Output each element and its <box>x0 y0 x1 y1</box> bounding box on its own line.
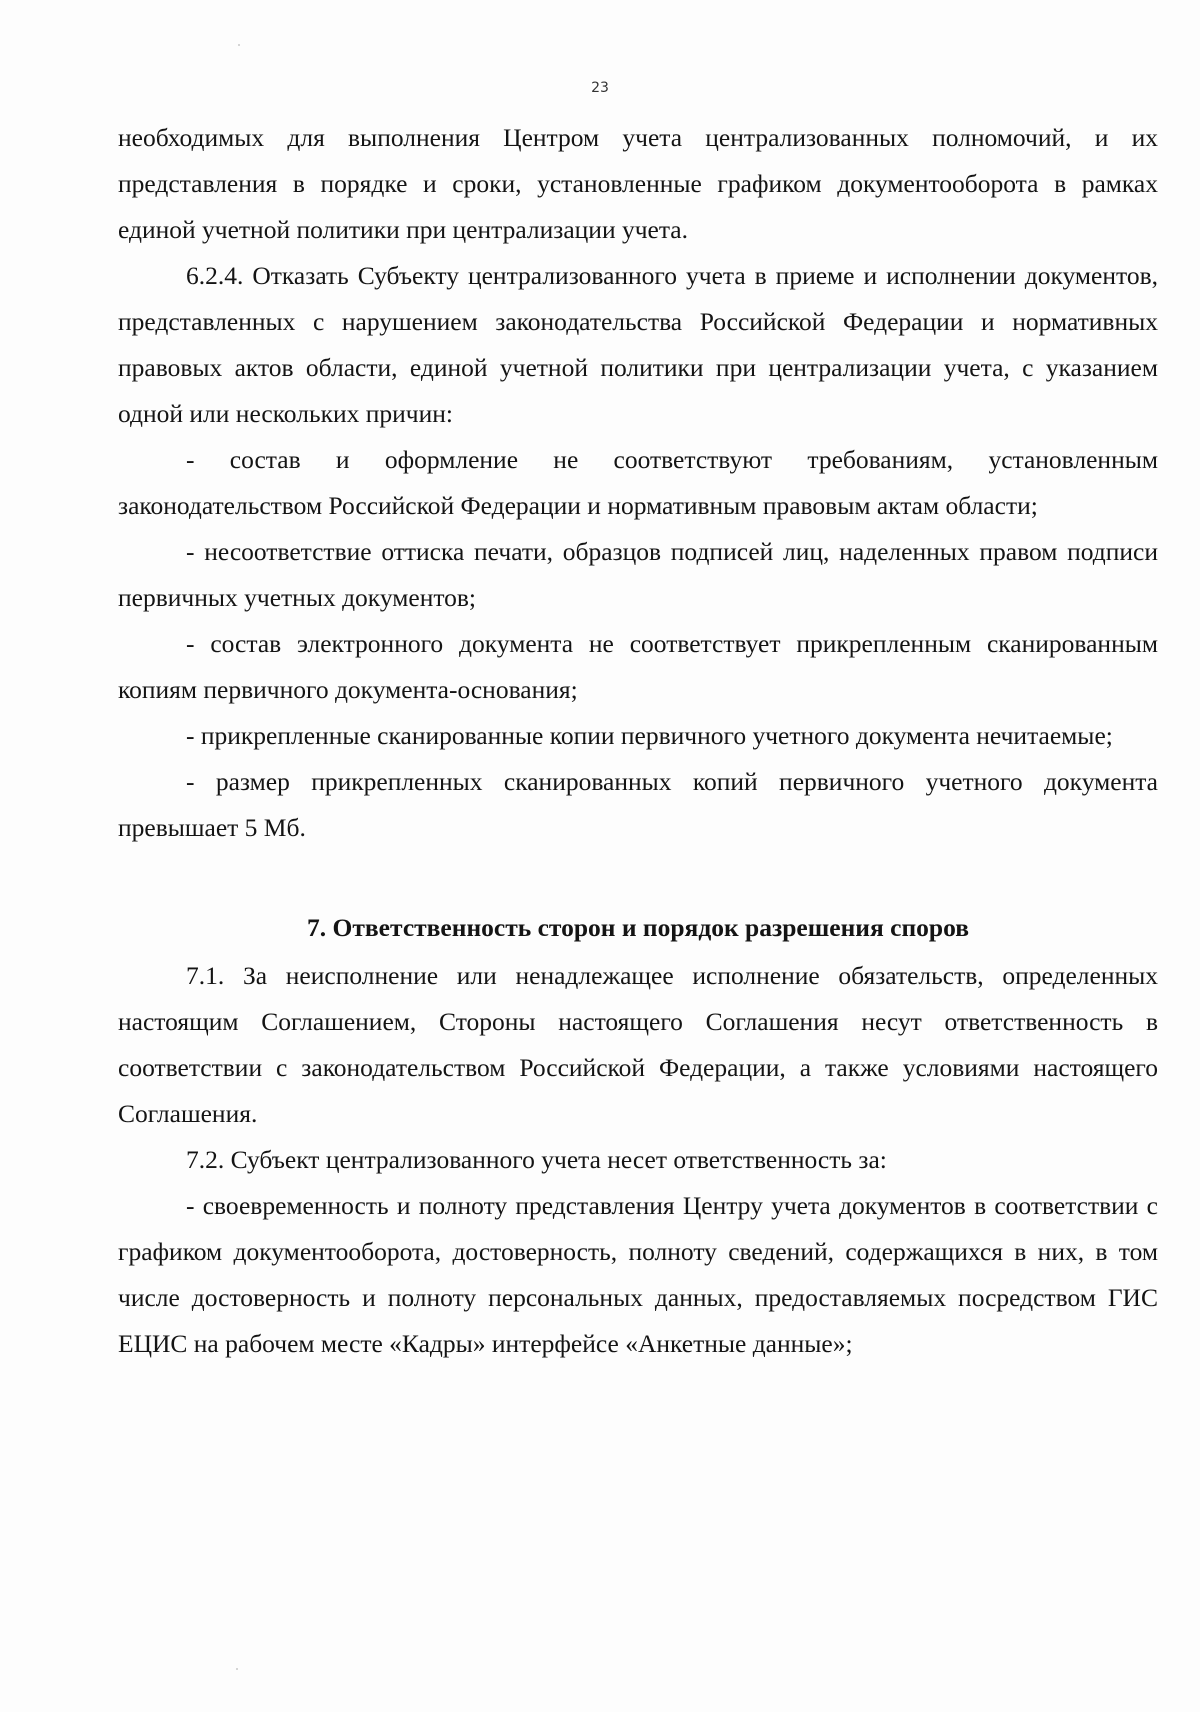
scan-speck <box>238 44 240 46</box>
list-item: - размер прикрепленных сканированных копий первичного учетного документа превышает 5 Мб. <box>118 767 1158 842</box>
paragraph: 6.2.4. Отказать Субъекту централизованного учета в приеме и исполнении документов, представленных с нарушением законодательства Российской Федерации и нормативных правовых актов области, единой учетной политики при централизации учета, с указанием одной или нескольких причин: <box>118 261 1158 428</box>
paragraph: необходимых для выполнения Центром учета централизованных полномочий, и их представления в порядке и сроки, установленные графиком документооборота в рамках единой учетной политики при централизации учета. <box>118 123 1158 244</box>
section-heading: 7. Ответственность сторон и порядок разрешения споров <box>307 913 969 942</box>
list-item: - своевременность и полноту представления Центру учета документов в соответствии с графиком документооборота, достоверность, полноту сведений, содержащихся в них, в том числе достоверность и полноту персональных данных, предоставляемых посредством ГИС ЕЦИС на рабочем месте «Кадры» интерфейсе «Анкетные данные»; <box>118 1191 1158 1358</box>
scan-speck <box>236 1668 238 1670</box>
paragraph: 7.2. Субъект централизованного учета несет ответственность за: <box>186 1145 887 1174</box>
list-item: - несоответствие оттиска печати, образцов подписей лиц, наделенных правом подписи первичных учетных документов; <box>118 537 1158 612</box>
list-item: - состав и оформление не соответствуют требованиям, установленным законодательством Российской Федерации и нормативным правовым актам области; <box>118 445 1158 520</box>
list-item: - прикрепленные сканированные копии первичного учетного документа нечитаемые; <box>186 721 1113 750</box>
paragraph: 7.1. За неисполнение или ненадлежащее исполнение обязательств, определенных настоящим Соглашением, Стороны настоящего Соглашения несут ответственность в соответствии с законодательством Российской Федерации, а также условиями настоящего Соглашения. <box>118 961 1158 1128</box>
page-number: 23 <box>591 80 609 96</box>
list-item: - состав электронного документа не соответствует прикрепленным сканированным копиям первичного документа-основания; <box>118 629 1158 704</box>
document-body <box>118 115 1158 1367</box>
